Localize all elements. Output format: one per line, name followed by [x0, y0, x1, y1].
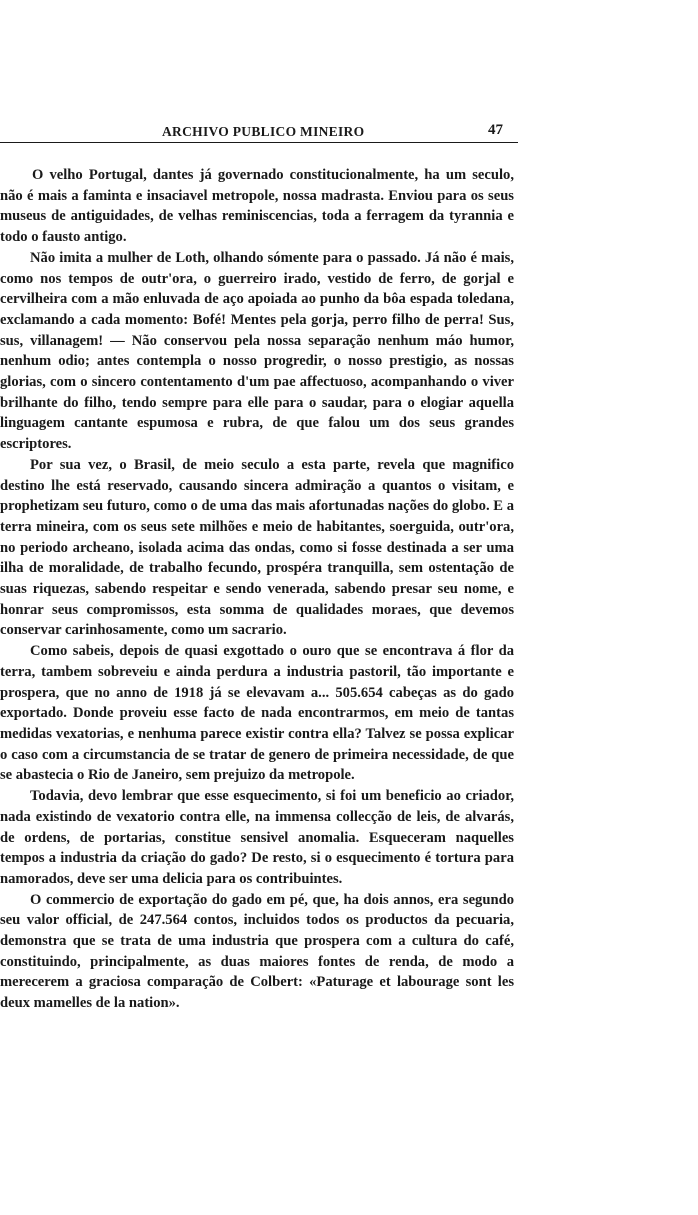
header-rule	[0, 142, 518, 143]
paragraph: O velho Portugal, dantes já governado constitucionalmente, ha um seculo, não é mais a faminta e insaciavel metropole, nossa madrasta. Enviou para os seus museus de antiguidades, de velhas reminiscencias, toda a ferragem da tyrannia e todo o fausto antigo.	[0, 167, 514, 246]
paragraph: O commercio de exportação do gado em pé, que, ha dois annos, era segundo seu valor official, de 247.564 contos, incluidos todos os productos da pecuaria, demonstra que se trata de uma industria que prospera com a cultura do café, constituindo, principalmente, as duas maiores fontes de renda, de modo a merecerem a graciosa comparação de Colbert: «Paturage et labourage sont les deux mamelles de la nation».	[0, 891, 514, 1012]
paragraph: Como sabeis, depois de quasi exgottado o ouro que se encontrava á flor da terra, tambem sobreveiu e ainda perdura a industria pastoril, tão importante e prospera, que no anno de 1918 já se elevavam a... 505.654 cabeças as do gado exportado. Donde proveiu esse facto de nada encontrarmos, em meio de tantas medidas vexatorias, e nenhuma parece existir contra ella? Talvez se possa explicar o caso com a circumstancia de se tratar de genero de primeira necessidade, de que se abastecia o Rio de Janeiro, sem prejuizo da metropole.	[0, 643, 514, 784]
page-header	[0, 122, 520, 146]
body-text	[0, 165, 514, 1014]
page-number: 47	[488, 122, 503, 138]
running-title: ARCHIVO PUBLICO MINEIRO	[162, 124, 365, 139]
paragraph: Todavia, devo lembrar que esse esquecimento, si foi um beneficio ao criador, nada existindo de vexatorio contra elle, na immensa collecção de leis, de alvarás, de ordens, de portarias, constitue sensivel anomalia. Esqueceram naquelles tempos a industria da criação do gado? De resto, si o esquecimento é tortura para namorados, deve ser uma delicia para os contribuintes.	[0, 788, 514, 887]
paragraph: Por sua vez, o Brasil, de meio seculo a esta parte, revela que magnifico destino lhe está reservado, causando sincera admiração a quantos o visitam, e prophetizam seu futuro, como o de uma das mais afortunadas nações do globo. E a terra mineira, com os seus sete milhões e meio de habitantes, soerguida, outr'ora, no periodo archeano, isolada acima das ondas, como si fosse destinada a ser uma ilha de moralidade, de trabalho fecundo, prospéra tranquilla, sem ostentação de suas riquezas, sabendo respeitar e sendo venerada, sabendo presar seu nome, e honrar seus compromissos, esta somma de qualidades moraes, que devemos conservar carinhosamente, como um sacrario.	[0, 456, 514, 639]
paragraph: Não imita a mulher de Loth, olhando sómente para o passado. Já não é mais, como nos tempos de outr'ora, o guerreiro irado, vestido de ferro, de gorjal e cervilheira com a mão enluvada de aço apoiada ao punho da bôa espada toledana, exclamando a cada momento: Bofé! Mentes pela gorja, perro filho de perra! Sus, sus, villanagem! — Não conservou pela nossa separação nenhum máo humor, nenhum odio; antes contempla o nosso progredir, o nosso prestigio, as nossas glorias, com o sincero contentamento d'um pae affectuoso, acompanhando o viver brilhante do filho, tendo sempre para elle para o saudar, para o elogiar aquella linguagem cantante espumosa e rubra, de que falou um dos seus grandes escriptores.	[0, 249, 514, 453]
